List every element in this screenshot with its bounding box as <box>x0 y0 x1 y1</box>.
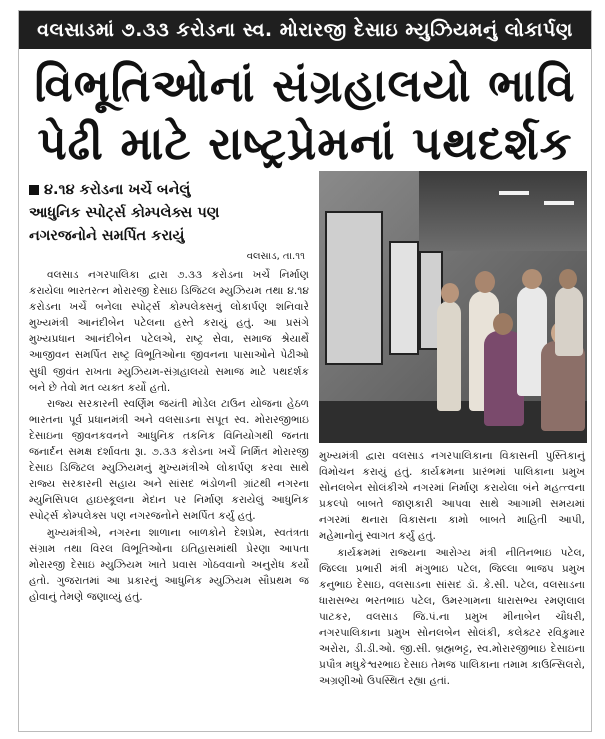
article-paragraph: રાજ્ય સરકારની સ્વર્ણિમ જયંતી મોડેલ ટાઉન યોજના હેઠળ ભારતના પૂર્વ પ્રધાનમંત્રી અને વલસાડના સપૂત સ્વ. મોરારજીભાઇ દેસાઇના જીવનકવનને આધુનિક તકનિક વિનિયોગથી જનતા જનાર્દન સમક્ષ દર્શાવતા રૂા. ૭.૩૩ કરોડના ખર્ચે નિર્મિત મોરારજી દેસાઇ ડિજિટલ મ્યુઝિયમનું મુખ્યમંત્રીએ લોકાર્પણ કરવા સાથે રાજ્ય સરકારની સહાય અને સાંસદ ભંડોળની ગ્રાંટથી નગરના મ્યુનિસિપલ હાઇસ્કૂલના મેદાન પર નિર્માણ કરાયેલું આધુનિક સ્પોર્ટ્સ કોમ્પલેક્સ પણ નગરજનોને સમર્પિત કર્યું હતું. <box>29 397 309 523</box>
article-paragraph: મુખ્યમંત્રી દ્વારા વલસાડ નગરપાલિકાના વિકાસની પુસ્તિકાનું વિમોચન કરાયું હતું. કાર્યક્રમના પ્રારંભમાં પાલિકાના પ્રમુખ સોનલબેન સોલંકીએ નગરમાં નિર્માણ કરાયેલા બંને મહત્ત્વના પ્રકલ્પો બાબતે જાણકારી આપવા સાથે આગામી સમયમાં નગરમાં થનારા વિકાસના કામો બાબતે માહિતી આપી, મહેમાનોનું સ્વાગત કર્યું હતું. <box>319 450 585 543</box>
article-paragraph: વલસાડ નગરપાલિકા દ્વારા ૭.૩૩ કરોડના ખર્ચે નિર્માણ કરાયેલા ભારતરત્ન મોરારજી દેસાઇ ડિજિટલ મ્યુઝિયમ તથા ૪.૧૪ કરોડના ખર્ચે બનેલા સ્પોર્ટ્સ કોમ્પલેક્સનું લોકાર્પણ શનિવારે મુખ્યમંત્રી આનંદીબેન પટેલના હસ્તે કરાયું હતું. આ પ્રસંગે મુખ્યપ્રધાન આનંદીબેન પટેલએ, રાષ્ટ્ર સેવા, સમાજ શ્રેયાર્થે આજીવન સમર્પિત રાષ્ટ્ર વિભૂતિઓના જીવનના પાસાઓને પેઢીઓ સુધી જીવંત રાખતા મ્યુઝિયમ-સંગ્રહાલયો સમાજ માટે પથદર્શક બને છે તેવો મત વ્યક્ત કર્યો હતો. <box>29 269 309 394</box>
event-photo <box>319 171 587 443</box>
headline-line-1: વિભૂતિઓનાં સંગ્રહાલયો ભાવિ <box>34 59 576 112</box>
subhead-line-2: આધુનિક સ્પોર્ટ્સ કોમ્પલેક્સ પણ <box>29 205 220 221</box>
newspaper-clipping <box>18 10 592 732</box>
bullet-square-icon <box>29 185 39 195</box>
kicker-banner: વલસાડમાં ૭.૩૩ કરોડના સ્વ. મોરારજી દેસાઇ મ્યુઝિયમનું લોકાર્પણ <box>19 11 591 49</box>
dateline: વલસાડ, તા.૧૧ <box>246 251 305 262</box>
article-paragraph: મુખ્યમંત્રીએ, નગરના શાળાના બાળકોને દેશપ્રેમ, સ્વતંત્રતા સંગ્રામ તથા વિરલ વિભૂતિઓના ઇતિહાસમાંથી પ્રેરણા આપતા મોરારજી દેસાઇ મ્યુઝિયમ ખાતે પ્રવાસ ગોઠવવાનો અનુરોધ કર્યો હતો. ગુજરાતમાં આ પ્રકારનું આધુનિક મ્યુઝિયમ સૌપ્રથમ જ હોવાનું તેમણે જણાવ્યું હતું. <box>29 526 309 603</box>
subhead-line-1: ૪.૧૪ કરોડના ખર્ચે બનેલું <box>44 182 191 198</box>
headline-line-2: પેઢી માટે રાષ્ટ્રપ્રેમનાં પથદર્શક <box>37 117 573 170</box>
subhead-line-3: નગરજનોને સમર્પિત કરાયું <box>29 228 185 244</box>
subhead <box>29 179 309 248</box>
article-paragraph: કાર્યક્રમમાં રાજ્યના આરોગ્ય મંત્રી નીતિનભાઇ પટેલ, જિલ્લા પ્રભારી મંત્રી મંગુભાઇ પટેલ, જિલ્લા ભાજપ પ્રમુખ કનુભાઇ દેસાઇ, વલસાડના સાંસદ ડૉ. કે.સી. પટેલ, વલસાડના ધારાસભ્ય ભરતભાઇ પટેલ, ઉમરગામના ધારાસભ્ય રમણલાલ પાટકર, વલસાડ જિ.પં.ના પ્રમુખ મીનાબેન ચૌધરી, નગરપાલિકાના પ્રમુખ સોનલબેન સોલંકી, કલેક્ટર રવિકુમાર અરોરા, ડી.ડી.ઓ. જી.સી. બ્રહ્મભટ્ટ, સ્વ.મોરારજીભાઇ દેસાઇના પ્રપૌત્ર મધુકેશ્વરભાઇ દેસાઇ તેમજ પાલિકાના તમામ કાઉન્સિલરો, અગ્રણીઓ ઉપસ્થિત રહ્યા હતાં. <box>319 546 585 688</box>
headline <box>25 57 585 173</box>
right-column <box>319 448 585 689</box>
left-column <box>29 267 309 605</box>
